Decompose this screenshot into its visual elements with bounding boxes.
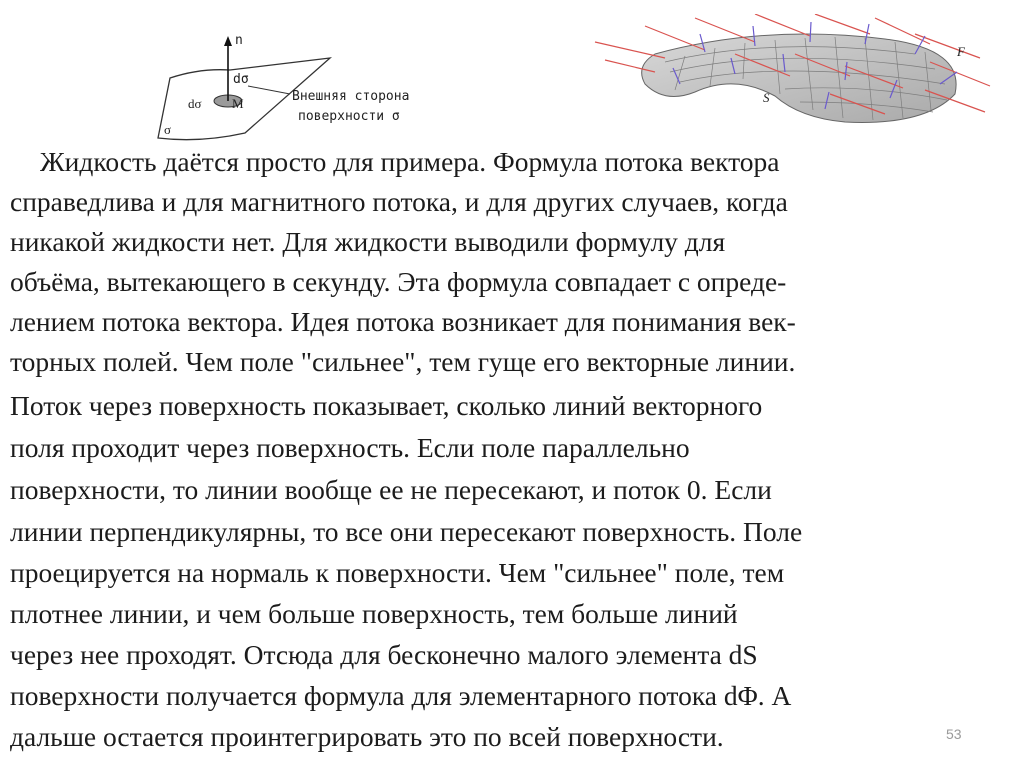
body-line-8: поля проходит через поверхность. Если поле параллельно — [10, 432, 690, 463]
surface-label: σ — [164, 122, 172, 137]
surface-s-label: S — [763, 90, 770, 105]
slide-number: 53 — [946, 726, 962, 742]
body-line-11: проецируется на нормаль к поверхности. Чем "сильнее" поле, тем — [10, 557, 785, 588]
body-line-13: через нее проходят. Отсюда для бесконечно малого элемента dS — [10, 639, 758, 670]
normal-label: n — [235, 33, 243, 48]
side-pointer — [248, 86, 290, 94]
flux-surface-illustration — [585, 14, 995, 132]
curved-surface — [642, 34, 956, 122]
body-line-10: линии перпендикулярны, то все они пересекают поверхность. Поле — [10, 516, 803, 547]
side-label-line2: поверхности σ — [298, 109, 400, 124]
body-line-3: никакой жидкости нет. Для жидкости выводили формулу для — [10, 226, 726, 257]
point-label: M — [232, 96, 244, 111]
body-line-15: дальше остается проинтегрировать это по всей поверхности. — [10, 721, 724, 752]
body-line-7: Поток через поверхность показывает, сколько линий векторного — [10, 390, 763, 421]
body-line-4: объёма, вытекающего в секунду. Эта формула совпадает с опреде- — [10, 266, 787, 297]
body-line-6: торных полей. Чем поле "сильнее", тем гуще его векторные линии. — [10, 346, 796, 377]
normal-vector-head — [224, 36, 232, 46]
field-f-label: F — [957, 44, 965, 59]
body-line-1: Жидкость даётся просто для примера. Формула потока вектора — [40, 146, 780, 177]
side-label-line1: Внешняя сторона — [292, 89, 410, 104]
body-line-9: поверхности, то линии вообще ее не пересекают, и поток 0. Если — [10, 474, 772, 505]
body-line-14: поверхности получается формула для элементарного потока dΦ. А — [10, 680, 792, 711]
element-label: dσ — [233, 72, 249, 87]
body-line-5: лением потока вектора. Идея потока возникает для понимания век- — [10, 306, 796, 337]
body-line-2: справедлива и для магнитного потока, и для других случаев, когда — [10, 186, 788, 217]
surface-element-diagram — [140, 28, 460, 148]
body-line-12: плотнее линии, и чем больше поверхность, тем больше линий — [10, 598, 738, 629]
element-label-left: dσ — [188, 96, 202, 111]
